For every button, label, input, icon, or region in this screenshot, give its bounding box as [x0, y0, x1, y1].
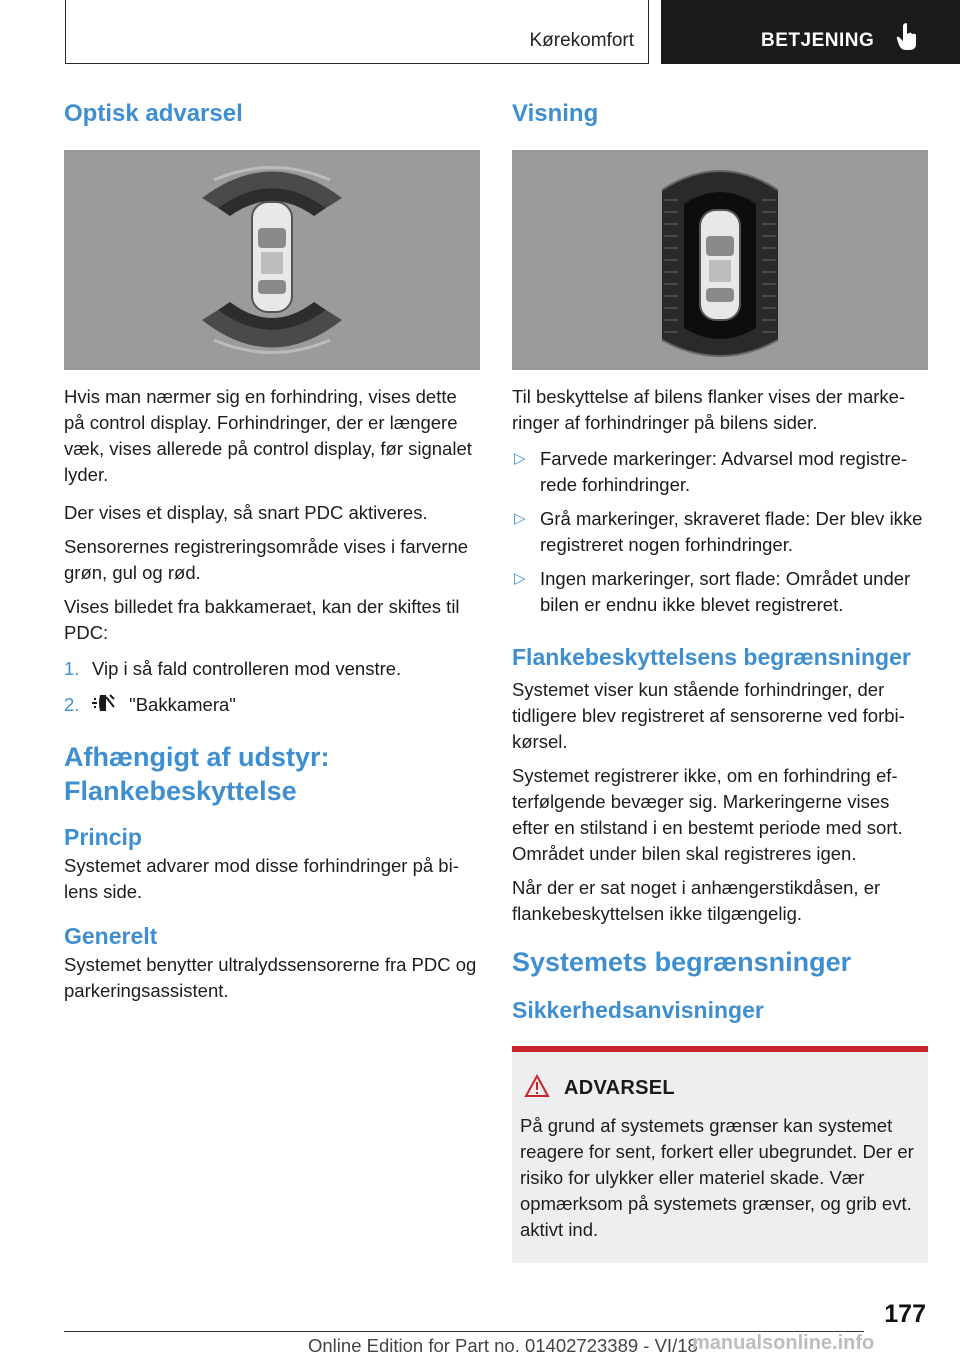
flankebeskyttelse-heading: Afhængigt af udstyr: Flankebeskyttelse — [64, 741, 330, 806]
watermark: manualsonline.info — [692, 1332, 875, 1354]
pdc-steps-list — [64, 656, 480, 720]
header-section-box — [65, 0, 649, 64]
triangle-bullet-icon: ▷ — [514, 510, 526, 527]
visning-heading: Visning — [512, 100, 599, 127]
header-chapter-title: BETJENING — [761, 30, 875, 51]
list-item: ▷ Farvede markeringer: Advarsel mod registre‐rede forhindringer. — [514, 448, 908, 495]
optisk-paragraph-4: Vises billedet fra bakkameraet, kan der skiftes til PDC: — [64, 596, 460, 643]
pointing-hand-icon — [895, 22, 919, 57]
optisk-paragraph-2: Der vises et display, så snart PDC aktiveres. — [64, 502, 428, 523]
list-item: 2. "Bakkamera" — [64, 692, 480, 720]
list-item: 1. Vip i så fald controlleren mod venstre. — [64, 658, 402, 679]
optisk-paragraph-3: Sensorernes registreringsområde vises i farverne grøn, gul og rød. — [64, 536, 469, 583]
generelt-paragraph: Systemet benytter ultralydssensorerne fra PDC og parkeringsassistent. — [64, 953, 477, 1001]
left-column — [64, 100, 480, 1004]
flank-limits-heading: Flankebeskyttelsens begrænsninger — [512, 644, 911, 670]
visning-paragraph: Til beskyttelse af bilens flanker vises der marke‐ringer af forhindringer på bilens sider. — [512, 386, 906, 433]
princip-paragraph: Systemet advarer mod disse forhindringer på bi‐lens side. — [64, 854, 459, 902]
marking-bullet-list — [512, 446, 928, 618]
triangle-bullet-icon: ▷ — [514, 450, 526, 467]
page-number: 177 — [884, 1300, 926, 1328]
footer-edition: Online Edition for Part no. 01402723389 - VI/18 — [308, 1335, 698, 1356]
warning-text: På grund af systemets grænser kan systemet reagere for sent, forkert eller ubegrundet. Der er risiko for ulykker eller materiel skade. Vær opmærksom på systemets grænser, og grib evt. aktivt ind. — [520, 1115, 914, 1240]
optisk-paragraph-1: Hvis man nærmer sig en forhindring, vises dette på control display. Forhindringer, der er længere væk, vises allerede på control display, før signalet lyder. — [64, 386, 472, 485]
triangle-bullet-icon: ▷ — [514, 570, 526, 587]
flank-protection-image — [512, 150, 928, 370]
header-chapter-tab — [661, 0, 960, 64]
warning-box — [512, 1046, 928, 1263]
generelt-heading: Generelt — [64, 922, 158, 949]
princip-heading: Princip — [64, 823, 142, 850]
header-section-title: Kørekomfort — [529, 30, 634, 51]
list-item: ▷ Ingen markeringer, sort flade: Området under bilen er endnu ikke blevet registreret. — [514, 568, 911, 615]
flank-limits-paragraph-3: Når der er sat noget i anhængerstikdåsen, er flankebeskyttelsen ikke tilgængelig. — [512, 877, 881, 924]
system-limits-heading: Systemets begrænsninger — [512, 947, 852, 977]
safety-instructions-heading: Sikkerhedsanvisninger — [512, 997, 764, 1023]
flank-limits-paragraph-1: Systemet viser kun stående forhindringer, der tidligere blev registreret af sensorerne ved forbi‐kørsel. — [512, 679, 905, 752]
flank-limits-paragraph-2: Systemet registrerer ikke, om en forhindring ef‐terfølgende bevæger sig. Markeringerne vises efter en stilstand i en bestemt periode med sort. Området under bilen skal registreres igen. — [512, 765, 903, 864]
pdc-display-image — [64, 150, 480, 370]
list-item: ▷ Grå markeringer, skraveret flade: Der blev ikke registreret nogen forhindringer. — [514, 508, 923, 555]
optisk-advarsel-heading: Optisk advarsel — [64, 100, 243, 127]
warning-title: ADVARSEL — [564, 1077, 675, 1099]
right-column — [512, 100, 928, 1263]
warning-triangle-icon — [524, 1074, 550, 1103]
pdc-sensor-icon — [92, 693, 116, 720]
